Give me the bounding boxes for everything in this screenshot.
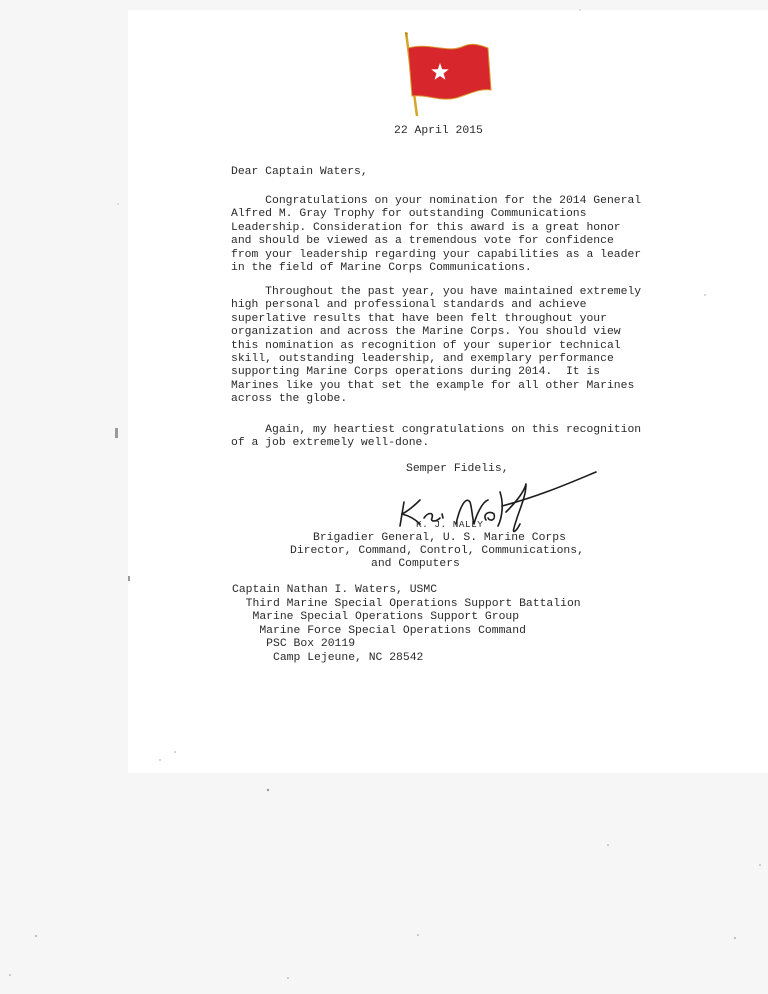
paragraph-line: Again, my heartiest congratulations on this recognition	[231, 424, 642, 436]
address-line: Captain Nathan I. Waters, USMC	[232, 584, 438, 596]
paragraph-line: superlative results that have been felt throughout your	[231, 312, 607, 325]
address-line: Third Marine Special Operations Support Battalion	[232, 597, 581, 610]
paragraph-line: of a job extremely well-done.	[231, 437, 430, 450]
paragraph-line: across the globe.	[231, 393, 348, 406]
paragraph-line: from your leadership regarding your capabilities as a leader	[231, 248, 642, 261]
address-line: PSC Box 20119	[232, 638, 356, 651]
paragraph-line: Congratulations on your nomination for the 2014 General	[231, 195, 642, 207]
paragraph-line: high personal and professional standards and achieve	[231, 299, 587, 312]
address-line: Marine Special Operations Support Group	[232, 611, 520, 624]
paragraph-line: Leadership. Consideration for this award is a great honor	[231, 221, 621, 234]
address-line: Marine Force Special Operations Command	[232, 624, 526, 637]
signer-rank: Brigadier General, U. S. Marine Corps	[313, 532, 566, 544]
paragraph-line: this nomination as recognition of your superior technical	[231, 339, 621, 352]
signature-name: K. J. NALLY	[416, 519, 484, 530]
paragraph-line: Throughout the past year, you have maintained extremely	[231, 286, 642, 298]
salutation: Dear Captain Waters,	[231, 166, 368, 178]
paragraph-line: skill, outstanding leadership, and exemplary performance	[231, 353, 614, 366]
paragraph-line: in the field of Marine Corps Communications.	[231, 262, 532, 275]
signer-position: Director, Command, Control, Communications,	[290, 545, 584, 557]
paragraph-line: supporting Marine Corps operations during 2014. It is	[231, 366, 601, 379]
closing: Semper Fidelis,	[406, 463, 509, 475]
address-line: Camp Lejeune, NC 28542	[232, 651, 424, 664]
signer-position-continued: and Computers	[371, 558, 460, 570]
paragraph-line: Marines like you that set the example for all other Marines	[231, 379, 635, 392]
paragraph-line: Alfred M. Gray Trophy for outstanding Communications	[231, 208, 587, 221]
letter-date: 22 April 2015	[394, 125, 483, 137]
paragraph-line: organization and across the Marine Corps. You should view	[231, 326, 621, 339]
paragraph-line: and should be viewed as a tremendous vote for confidence	[231, 235, 614, 248]
